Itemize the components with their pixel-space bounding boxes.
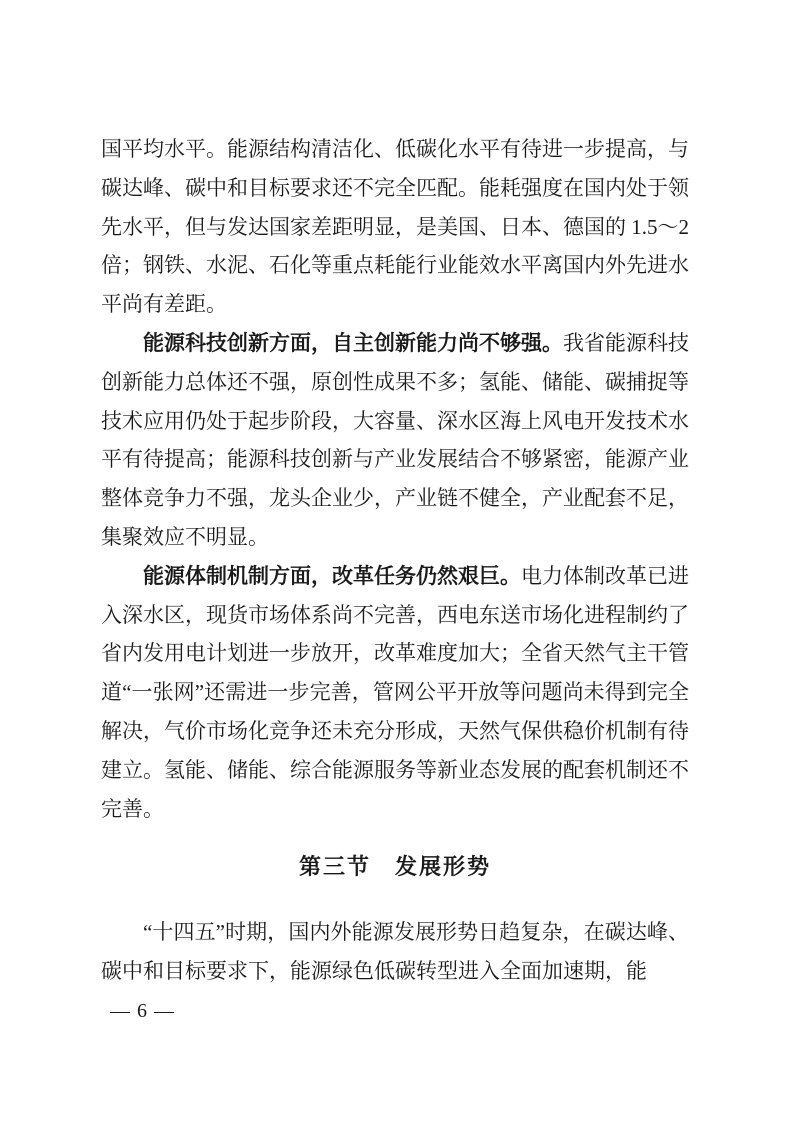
section-heading: 第三节 发展形势 [298,854,491,880]
paragraph-text: 我省能源科技创新能力总体还不强，原创性成果不多；氢能、储能、碳捕捉等技术应用仍处于起步阶段，大容量、深水区海上风电开发技术水平有待提高；能源科技创新与产业发展结合不够紧密，能源产业整体竞争力不强，龙头企业少，产业链不健全，产业配套不足，集聚效应不明显。 [101,330,689,549]
paragraph-energy-efficiency-gap [101,130,689,324]
document-content [101,130,689,991]
paragraph-tech-innovation [101,324,689,557]
paragraph-lead-bold: 能源科技创新方面，自主创新能力尚不够强。 [143,330,563,355]
paragraph-text: 电力体制改革已进入深水区，现货市场体系尚不完善，西电东送市场化进程制约了省内发用电计划进一步放开，改革难度加大；全省天然气主干管道“一张网”还需进一步完善，管网公平开放等问题尚未得到完全解决，气价市场化竞争还未充分形成，天然气保供稳价机制有待建立。氢能、储能、综合能源服务等新业态发展的配套机制还不完善。 [101,563,689,821]
paragraph-text: “十四五”时期，国内外能源发展形势日趋复杂，在碳达峰、碳中和目标要求下，能源绿色低碳转型进入全面加速期，能 [101,920,689,983]
paragraph-development-situation [101,913,689,991]
page-number: — 6 — [110,1000,175,1022]
paragraph-text: 国平均水平。能源结构清洁化、低碳化水平有待进一步提高，与碳达峰、碳中和目标要求还不完全匹配。能耗强度在国内处于领先水平，但与发达国家差距明显，是美国、日本、德国的 1.5～2 倍；钢铁、水泥、石化等重点耗能行业能效水平离国内外先进水平尚有差距。 [101,137,689,317]
paragraph-institutional-reform [101,557,689,829]
paragraph-lead-bold: 能源体制机制方面，改革任务仍然艰巨。 [143,563,521,588]
